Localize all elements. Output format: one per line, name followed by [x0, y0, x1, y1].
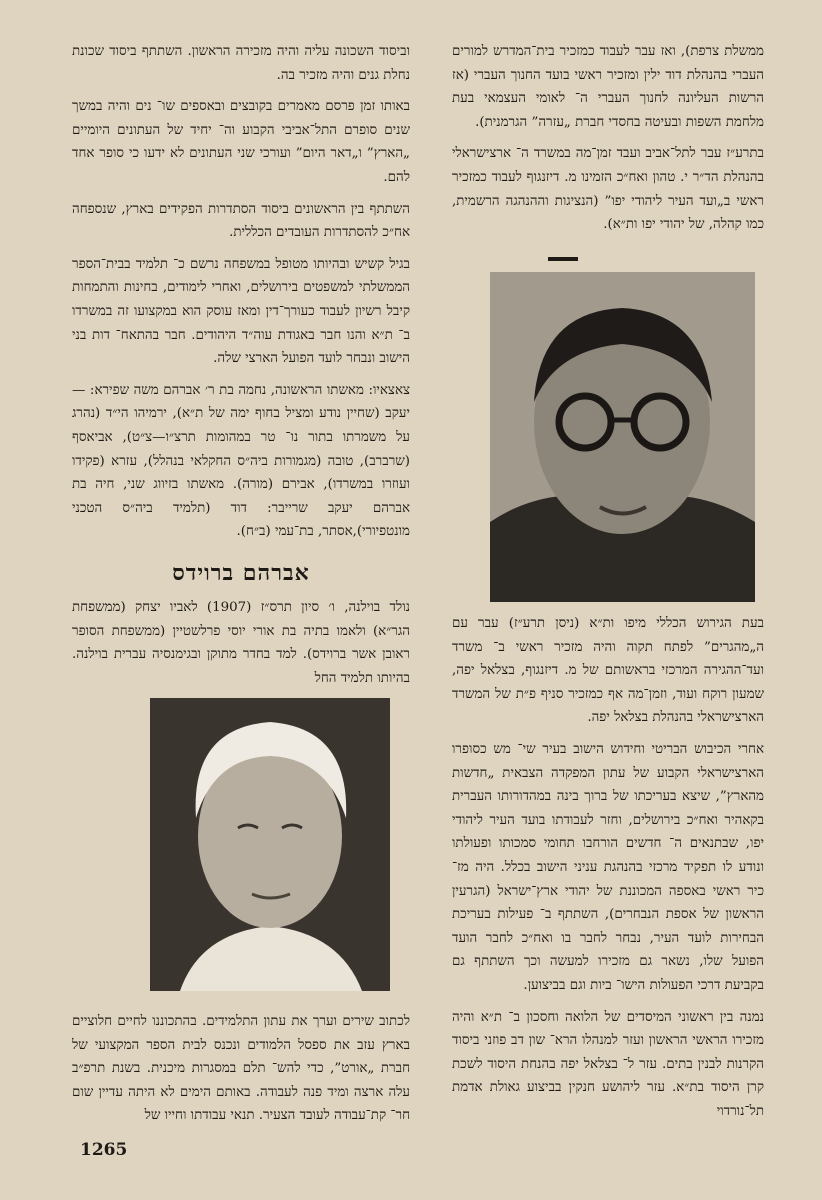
paragraph: אחרי הכיבוש הבריטי וחידוש הישוב בעיר שי־ מש כסופרו הארצישראלי הקבוע של עתון המפקדה הצבאית „חדשות מהארץ”, שיצא בעריכתו של ברוך בינה במהדורותו העברית בקאהיר ואח״כ בירושלים, וחזר לעבודתו בועד העיר ליהודי יפו, שבתנאים ה־ חדשים הורחבו תחומי סמכותו ופעולתו ונודע לו תפקיד מרכזי בהנהגת עניני הישוב בכלל. היה מז־ כיר ראשי באספה המכוננת של יהודי ארץ־ישראל (הגרעין הראשון של אספת הנבחרים), השתתף ב־ פעילות בעריכת הבחירות לועד העיר, נבחר לחבר בו ואח״כ לחבר הועד הפועל שלו, נשאר גם מזכירו למעשה וכך השתתף גם בקביעת דרכי הפעולות הישו־ ביות וגם בביצוען.: [452, 741, 764, 993]
paragraph: צאצאיו: מאשתו הראשונה, נחמה בת ר׳ אברהם משה שפירא: — יעקב (שחיין נודע ומציל בחוף ימה של ת״א), ירמיהו הי״ד (נהרג על משמרתו בתור נו־ טר במהומות תרצ״ו—צ״ט), אביאסף (שרברב), טובה (מגמורות ביה״ס החקלאי בנהלל), עזרא (פקידו ועוזרו במשרדו), אבירם (מורה). מאשתו בזיווג שני, חיה בת אברהם יעקב שרייבר: דוד (תלמיד ביה״ס הטכני מונטפיורי),אסתר, בת־עמי (ב״ח).: [72, 382, 410, 540]
paragraph: וביסוד השכונה עליה והיה מזכירה הראשון. השתתף ביסוד שכונת נחלת גנים והיה מזכיר בה.: [72, 44, 410, 83]
paragraph: ממשלת צרפת), ואז עבר לעבוד כמזכיר בית־המדרש למורים העברי בהנהלת דוד ילין ומזכיר ראשי בועד החנוך העברי (אז הרשות העליונה לחנוך העברי ה־ לאומי העצמאי בעת מלחמת השפות ובעיטה בחסדי חברת „עזרה” הגרמנית).: [452, 44, 764, 130]
portrait-photo-man-with-glasses: [490, 272, 755, 602]
paragraph: באותו זמן פרסם מאמרים בקובצים ובאספים שו־ נים והיה במשך שנים סופרם התל־אביבי הקבוע וה־ יחיד של העתונים היומיים „הארץ” ו„דאר היום” ועורכי שני העתונים לא ידעו כי סופר אחד להם.: [72, 99, 410, 185]
section-divider-dash: [548, 257, 578, 261]
right-column-top-text: [452, 40, 764, 237]
paragraph: השתתף בין הראשונים ביסוד הסתדרות הפקידים בארץ, שנספחה אח״כ להסתדרות העובדים הכללית.: [72, 201, 410, 241]
portrait-photo-white-haired-man: [150, 698, 390, 991]
left-column-bottom-text: לכתוב שירים וערך את עתון התלמידים. בהתכוננו לחיים חלוציים בארץ עזב את ספסל הלמודים ונכנס לבית הספר המקצועי של חברת „אורט”, כדי להש־ תלם במסגרות מיכנית. בשנת תרפ״ב עלה ארצה ומיד פנה לעבודה. באותם הימים לא היתה עדיין שום חר־ קת־עבודה לעובד הצעיר. תנאי עבודתו וחייו של: [72, 1014, 410, 1124]
right-column-bottom-text: [452, 612, 764, 1123]
paragraph: בגיל קשיש ובהיותו מטופל במשפחה נרשם כ־ תלמיד בבית־הספר הממשלתי למשפטים בירושלים, ואחרי לימודים, בחינות והתמחות קיבל רשיון לעבוד כעורך־דין ומאז עוסק הוא במקצועו זה במשרדו ב־ ת״א והנו חבר באגודת עוה״ד היהודים. חבר בהתאח־ דות בני הישוב ונבחר לועד הפועל הארצי שלה.: [72, 256, 410, 367]
left-column-top-text: [72, 40, 410, 544]
section-heading: אברהם ברוידס: [172, 560, 310, 586]
paragraph: בעת הגירוש הכללי מיפו ות״א (ניסן תרע״ז) עבר עם ה„מהגרים” לפתח תקוה והיה מזכיר ראשי ב־ משרד ועד־ההגירה המרכזי בראשותם של מ. דיזנגוף, בצלאל יפה, שמעון רוקח ועוד, וזמן־מה אף כמזכיר סניף פ״ת של המשרד הארצישראלי בהנהלת בצלאל יפה.: [452, 616, 764, 726]
paragraph: נמנה בין ראשוני המיסדים של הלואה וחסכון ב־ ת״א והיה מזכירו הראשי הראשון ועזר למנהלו הרא־ שון דב פוזני ביסוד הקרנות לבנין בתים. עזר ל־ בצלאל יפה בהנחת היסוד לשכת קרן היסוד בת״א. עזר ליהושע חנקין בביצוע גאולת אדמת תל־נורדוי: [452, 1009, 764, 1119]
paragraph: בתרע״ז עבר לתל־אביב ועבד זמן־מה במשרד ה־ ארצישראלי בהנהלת הד״ר י. טהון ואח״כ הזמינו מ. דיזנגוף לעבוד כמזכיר ראשי ב„ועד העיר ליהודי יפו” (הנציגות וההנהגה הרשמית, כמו קהלה, של יהודי יפו ות״א).: [452, 146, 764, 233]
biography-intro-text: נולד בוילנה, ו׳ סיון תרס״ז (1907) לאביו יצחק (ממשפחת הגר״א) ולאמו בתיה בת אורי יוסי פרלשטיין (ממשפחת הסופר ראובן אשר ברוידס). למד בחדר מתוקן ובגימנסיה עברית בוילנה. בהיותו תלמיד החל: [72, 600, 410, 686]
page-number: 1265: [80, 1140, 128, 1160]
